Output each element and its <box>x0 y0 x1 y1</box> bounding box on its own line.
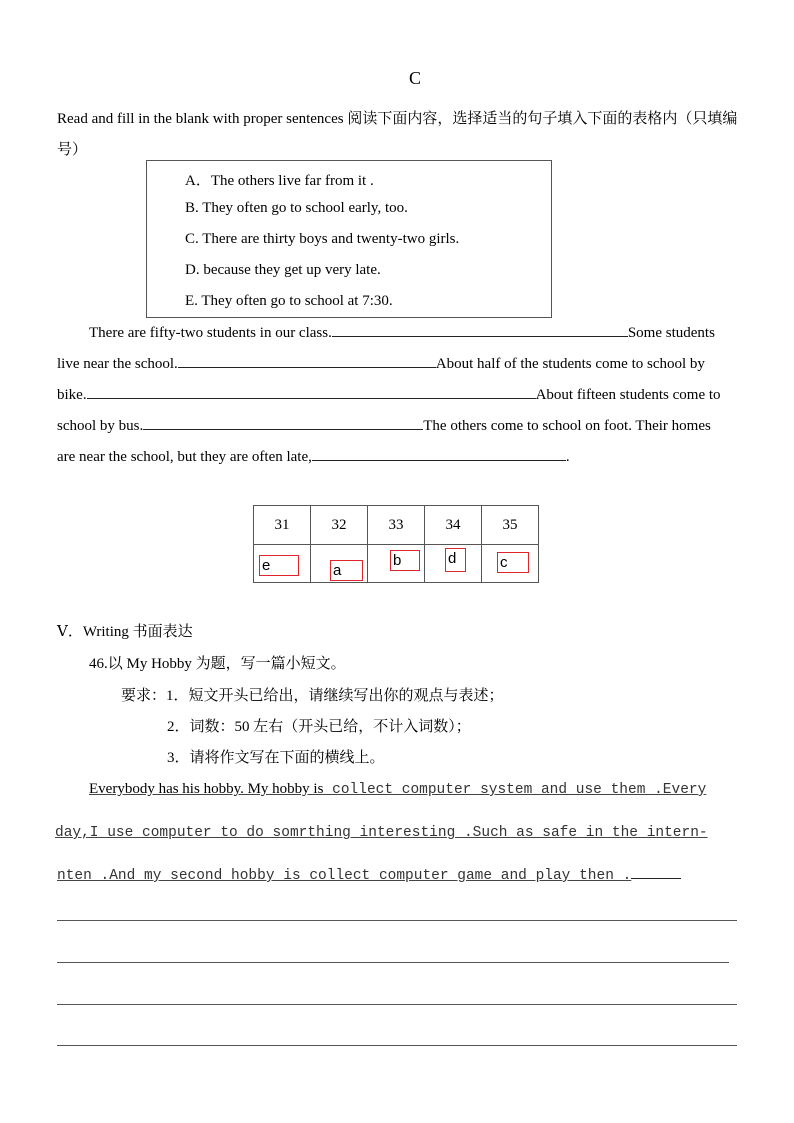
section-instruction: Read and fill in the blank with proper sentences 阅读下面内容，选择适当的句子填入下面的表格内（只填编号） <box>57 111 738 158</box>
passage-text: live near the school. <box>57 356 178 372</box>
blank-31[interactable] <box>332 335 628 337</box>
passage-line-3 <box>57 387 739 404</box>
answer-box-34[interactable]: d <box>445 548 466 572</box>
table-header-34: 34 <box>425 506 482 545</box>
requirement-text: 1．短文开头已给出，请继续写出你的观点与表述； <box>166 688 504 704</box>
blank-33[interactable] <box>87 397 536 399</box>
answer-cell-33[interactable] <box>368 545 425 583</box>
option-c: C. There are thirty boys and twenty-two girls. <box>185 231 460 247</box>
option-d: D. because they get up very late. <box>185 262 381 278</box>
passage-line-5 <box>57 449 739 466</box>
passage-line-1 <box>57 325 739 342</box>
passage-text: school by bus. <box>57 418 144 434</box>
writing-rule-2[interactable] <box>57 962 729 963</box>
passage-text: . <box>565 449 570 465</box>
blank-32[interactable] <box>178 366 436 368</box>
options-box <box>146 160 552 318</box>
writing-rule-1[interactable] <box>57 920 737 921</box>
essay-line-2[interactable]: day,I use computer to do somrthing interesting .Such as safe in the intern- <box>55 825 708 841</box>
essay-line-1 <box>89 781 706 798</box>
requirement-2: 2．词数：50 左右（开头已给，不计入词数）； <box>167 719 471 735</box>
table-header-31: 31 <box>254 506 311 545</box>
writing-rule-4[interactable] <box>57 1045 737 1046</box>
table-header-33: 33 <box>368 506 425 545</box>
essay-answer-text[interactable]: collect computer system and use them .Every <box>323 782 707 798</box>
passage-text: bike. <box>57 387 87 403</box>
writing-rule-3[interactable] <box>57 1004 737 1005</box>
essay-opening: Everybody has his hobby. My hobby is <box>89 781 324 797</box>
requirements-label: 要求： <box>121 688 167 704</box>
passage-text: About half of the students come to school by <box>435 356 705 372</box>
requirement-3: 3．请将作文写在下面的横线上。 <box>167 750 385 766</box>
passage-text: are near the school, but they are often late, <box>57 449 312 465</box>
answer-cell-34[interactable] <box>425 545 482 583</box>
answer-box-31[interactable]: e <box>259 555 299 576</box>
answer-cell-32[interactable] <box>311 545 368 583</box>
table-header-35: 35 <box>482 506 539 545</box>
passage-text: About fifteen students come to <box>535 387 721 403</box>
option-e: E. They often go to school at 7:30. <box>185 293 393 309</box>
table-header-32: 32 <box>311 506 368 545</box>
passage-text: The others come to school on foot. Their homes <box>423 418 711 434</box>
essay-line-3[interactable] <box>57 868 681 884</box>
blank-35[interactable] <box>312 459 566 461</box>
section-letter: C <box>408 68 421 88</box>
requirement-1 <box>121 684 504 705</box>
writing-question: 46.以 My Hobby 为题，写一篇小短文。 <box>89 656 346 672</box>
option-a: A．The others live far from it . <box>185 173 374 189</box>
passage-line-4 <box>57 418 739 435</box>
writing-heading: Ⅴ．Writing 书面表达 <box>57 624 193 640</box>
essay-blank[interactable] <box>631 877 681 879</box>
answer-box-32[interactable]: a <box>330 560 363 581</box>
answer-table <box>253 505 539 583</box>
blank-34[interactable] <box>143 428 423 430</box>
passage-text: Some students <box>627 325 715 341</box>
passage-text: There are fifty-two students in our class. <box>89 325 332 341</box>
option-b: B. They often go to school early, too. <box>185 200 408 216</box>
answer-cell-35[interactable] <box>482 545 539 583</box>
passage-line-2 <box>57 356 739 373</box>
answer-box-35[interactable]: c <box>497 552 529 573</box>
answer-cell-31[interactable] <box>254 545 311 583</box>
essay-answer-text[interactable]: nten .And my second hobby is collect computer game and play then . <box>57 868 632 884</box>
answer-box-33[interactable]: b <box>390 550 420 571</box>
